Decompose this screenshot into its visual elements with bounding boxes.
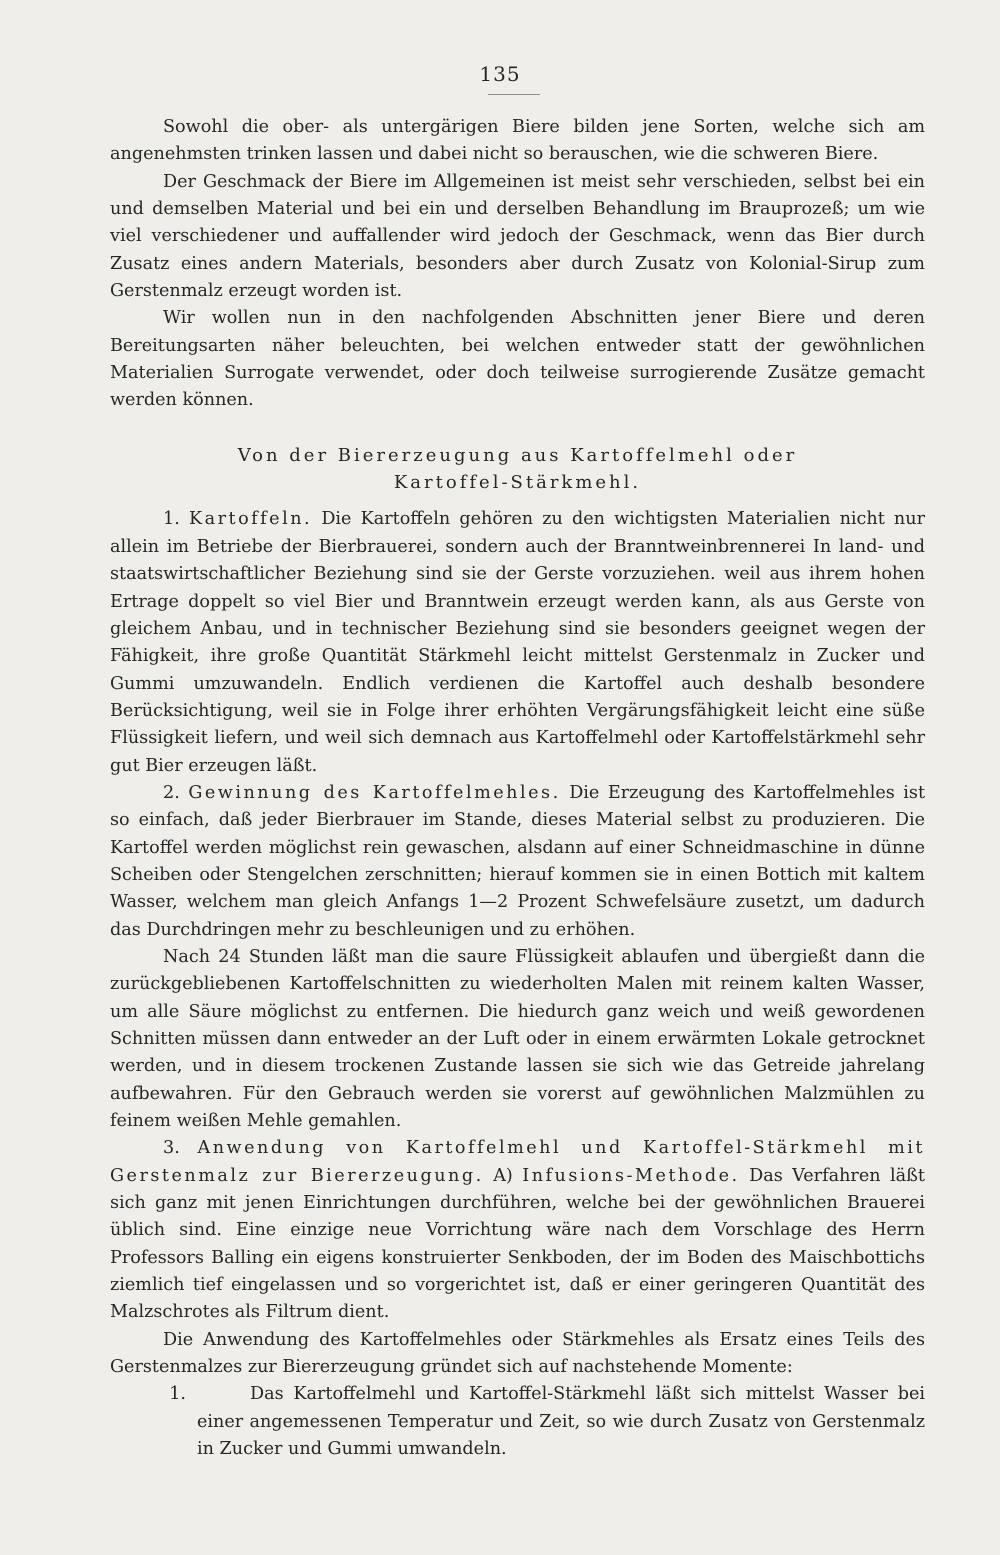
section-heading-line: Kartoffel-Stärkmehl. bbox=[393, 472, 642, 494]
section-title: Kartoffeln. bbox=[188, 509, 313, 530]
paragraph: Die Anwendung des Kartoffelmehles oder Stärkmehles als Ersatz eines Teils des Gerstenmalzes zur Biererzeugung gründet sich auf nachstehende Momente: bbox=[110, 1329, 925, 1378]
list-item bbox=[110, 1381, 925, 1463]
section-text: Die Kartoffeln gehören zu den wichtigsten Materialien nicht nur allein im Betriebe der Bierbrauerei, sondern auch der Branntweinbrennerei In land- und staatswirtschaftlicher Beziehung sind sie der Gerste vorzuziehen. weil aus ihrem hohen Ertrage doppelt so viel Bier und Branntwein erzeugt werden kann, als aus Gerste von gleichem Anbau, und in technischer Beziehung sind sie besonders geeignet wegen der Fähigkeit, ihre große Quantität Stärkmehl leicht mittelst Gerstenmalz in Zucker und Gummi umzuwandeln. Endlich verdienen die Kartoffel auch deshalb besondere Berücksichtigung, weil sie in Folge ihrer erhöhten Vergärungsfähigkeit leicht eine süße Flüssigkeit liefern, und weil sich demnach aus Kartoffelmehl oder Kartoffelstärkmehl sehr gut Bier erzeugen läßt. bbox=[110, 509, 926, 776]
section-heading-line: Von der Biererzeugung aus Kartoffelmehl oder bbox=[237, 444, 798, 466]
section-number: 2. bbox=[163, 782, 180, 803]
section-text: Das Verfahren läßt sich ganz mit jenen Einrichtungen durchführen, welche bei der gewöhnlichen Brauerei üblich sind. Eine einzige neue Vorrichtung wäre nach dem Vorschlage des Herrn Professors Balling ein eigens konstruierter Senkboden, der im Boden des Maischbottichs ziemlich tief eingelassen und so vorgerichtet ist, daß er einer geringeren Quantität des Malzschrotes als Filtrum dient. bbox=[110, 1165, 925, 1323]
section-title: Gewinnung des Kartoffelmehles. bbox=[188, 782, 561, 803]
paragraph: Wir wollen nun in den nachfolgenden Abschnitten jener Biere und deren Bereitungsarten näher beleuchten, bei welchen entweder statt der gewöhnlichen Materialien Surrogate verwendet, oder doch teilweise surrogierende Zusätze gemacht werden können. bbox=[110, 308, 925, 411]
paragraph: Der Geschmack der Biere im Allgemeinen ist meist sehr verschieden, selbst bei ein und demselben Material und bei ein und derselben Behandlung im Brauprozeß; um wie viel verschiedener und auffallender wird jedoch der Geschmack, wenn das Bier durch Zusatz eines andern Materials, besonders aber durch Zusatz von Kolonial-Sirup zum Gerstenmalz erzeugt worden ist. bbox=[110, 171, 925, 302]
section-number: 1. bbox=[163, 509, 180, 530]
section-paragraph bbox=[110, 1135, 925, 1326]
page-body bbox=[110, 114, 925, 1464]
list-item-text: Das Kartoffelmehl und Kartoffel-Stärkmehl läßt sich mittelst Wasser bei einer angemessenen Temperatur und Zeit, so wie durch Zusatz von Gerstenmalz in Zucker und Gummi umwandeln. bbox=[197, 1384, 925, 1460]
section-title: Anwendung von Kartoffelmehl und Kartoffel-Stärkmehl mit Gerstenmalz zur Biererzeugung. bbox=[110, 1138, 926, 1186]
section-text: Die Erzeugung des Kartoffelmehles ist so einfach, daß jeder Bierbrauer im Stande, dieses Material selbst zu produzieren. Die Kartoffel werden möglichst rein gewaschen, alsdann auf einer Schneidmaschine in dünne Scheiben oder Stengelchen zerschnitten; hierauf kommen sie in einen Bottich mit kaltem Wasser, welchem man gleich Anfangs 1—2 Prozent Schwefelsäure zusetzt, um dadurch das Durchdringen mehr zu beschleunigen und zu erhöhen. bbox=[110, 782, 926, 940]
header-rule bbox=[488, 94, 540, 95]
section-paragraph bbox=[110, 780, 925, 944]
section-heading bbox=[110, 442, 925, 497]
section-paragraph bbox=[110, 506, 925, 779]
subsection-title: Infusions-Methode. bbox=[522, 1165, 740, 1186]
section-number: 3. bbox=[163, 1138, 180, 1159]
paragraph: Sowohl die ober- als untergärigen Biere bilden jene Sorten, welche sich am angenehmsten trinken lassen und dabei nicht so berauschen, wie die schweren Biere. bbox=[110, 117, 925, 165]
page-number: 135 bbox=[479, 62, 521, 86]
subsection-label: A) bbox=[493, 1165, 513, 1186]
list-item-number: 1. bbox=[169, 1384, 186, 1405]
paragraph: Nach 24 Stunden läßt man die saure Flüssigkeit ablaufen und übergießt dann die zurückgebliebenen Kartoffelschnitten zu wiederholten Malen mit reinem kalten Wasser, um alle Säure möglichst zu entfernen. Die hiedurch ganz weich und weiß gewordenen Schnitten müssen dann entweder an der Luft oder in einem erwärmten Lokale getrocknet werden, und in diesem trockenen Zustande lassen sie sich wie das Getreide jahrelang aufbewahren. Für den Gebrauch werden sie vorerst auf gewöhnlichen Malzmühlen zu feinem weißen Mehle gemahlen. bbox=[110, 946, 925, 1132]
